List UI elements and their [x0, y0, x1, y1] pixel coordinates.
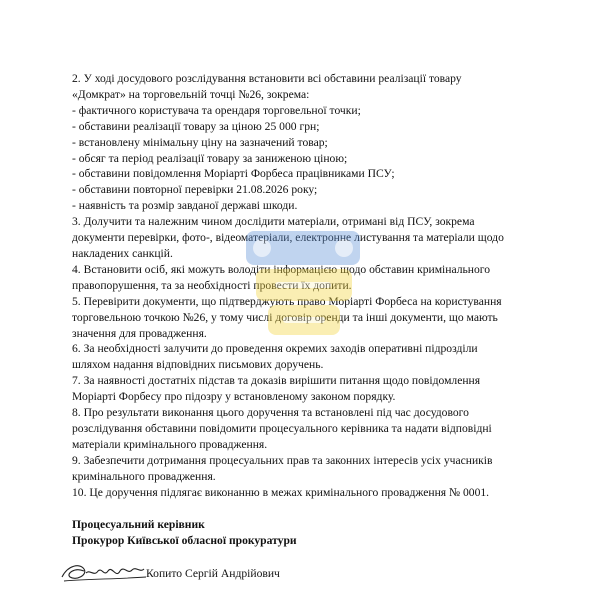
handwritten-signature — [58, 557, 148, 587]
paragraph-line: документи перевірки, фото-, відеоматеріали, електронне листування та матеріали щодо — [72, 231, 504, 245]
paragraph-line: - встановлену мінімальну ціну на зазначений товар; — [72, 135, 328, 149]
paragraph-line: 7. За наявності достатніх підстав та доказів вирішити питання щодо повідомлення — [72, 374, 481, 388]
paragraph-line: 5. Перевірити документи, що підтверджують право Моріарті Форбеса на користування — [72, 294, 502, 308]
paragraph-line: - обставини реалізації товару за ціною 25 000 грн; — [72, 119, 320, 133]
paragraph-line: 2. У ході досудового розслідування встановити всі обставини реалізації товару — [72, 72, 462, 85]
paragraph-line: торговельною точкою №26, у тому числі договір оренди та інші документи, що мають — [72, 310, 498, 324]
paragraph-line: 10. Це доручення підлягає виконанню в межах кримінального провадження № 0001. — [72, 485, 490, 499]
paragraph-line: 3. Долучити та належним чином дослідити матеріали, отримані від ПСУ, зокрема — [72, 215, 475, 229]
paragraph-line: розслідування обставини повідомити процесуального керівника та надати відповідні — [72, 421, 492, 435]
paragraph-line: Моріарті Форбесу про підозру у встановленому законом порядку. — [72, 390, 396, 404]
paragraph-line: - обставини повторної перевірки 21.08.2026 року; — [72, 183, 318, 197]
paragraph-line: - обставини повідомлення Моріарті Форбеса працівниками ПСУ; — [72, 167, 395, 181]
signatory-office: Прокурор Київської обласної прокуратури — [72, 534, 297, 547]
paragraph-line: кримінального провадження. — [72, 469, 216, 483]
paragraph-line: 8. Про результати виконання цього доручення та встановлені під час досудового — [72, 406, 469, 420]
paragraph-line: - обсяг та період реалізації товару за заниженою ціною; — [72, 151, 348, 165]
paragraph-line: матеріали кримінального провадження. — [72, 437, 268, 451]
paragraph-line: 4. Встановити осіб, які можуть володіти інформацією щодо обставин кримінального — [72, 262, 491, 276]
paragraph-line: правопорушення, та за необхідності провести їх допити. — [72, 278, 352, 292]
signatory-title-block — [72, 517, 542, 549]
paragraph-line: накладених санкцій. — [72, 246, 173, 260]
paragraph-line: 6. За необхідності залучити до проведення окремих заходів оперативні підрозділи — [72, 342, 478, 356]
paragraph-line: 9. Забезпечити дотримання процесуальних прав та законних інтересів усіх учасників — [72, 453, 493, 467]
paragraph-line: шляхом надання відповідних письмових доручень. — [72, 358, 324, 372]
paragraph-line: - фактичного користувача та орендаря торговельної точки; — [72, 103, 361, 117]
paragraph-line: - наявність та розмір завданої державі шкоди. — [72, 199, 298, 213]
paragraph-line: «Домкрат» на торговельній точці №26, зокрема: — [72, 87, 310, 101]
signatory-name: Копито Сергій Андрійович — [146, 567, 280, 580]
paragraph-line: значення для провадження. — [72, 326, 207, 340]
signatory-role: Процесуальний керівник — [72, 518, 205, 531]
signature-line — [58, 557, 538, 587]
document-body — [72, 71, 542, 500]
